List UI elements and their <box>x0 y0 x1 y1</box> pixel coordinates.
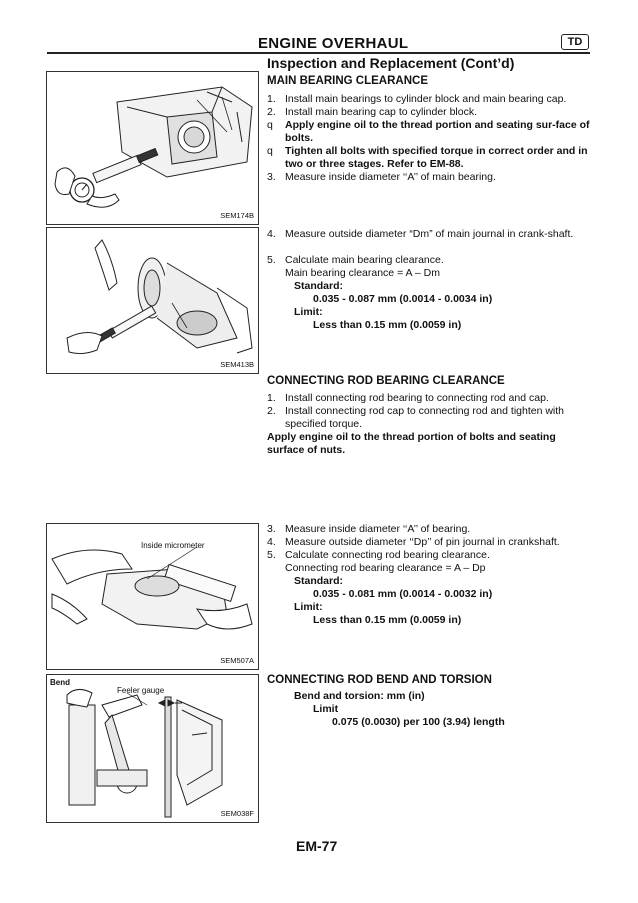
bend-limit-label: Limit <box>313 703 339 715</box>
figure-code: SEM507A <box>220 656 254 665</box>
limit-label: Limit: <box>294 601 323 613</box>
bend-torsion-units: Bend and torsion: mm (in) <box>294 690 425 702</box>
main-bearing-steps: 1. Install main bearings to cylinder block and main bearing cap. 2. Install main bearing cap to cylinder block. q Apply engine oil to the thread portion and seating sur-face of bolts. q Tighten all bolts with specified torque in correct order and in two or three stages. Refer to EM-88. 3. Measure inside diameter ‘‘A’’ of main bearing. <box>267 93 590 183</box>
header-divider <box>47 52 590 54</box>
section-title: Inspection and Replacement (Cont’d) <box>267 55 515 71</box>
con-rod-bearing-steps: 1. Install connecting rod bearing to connecting rod and cap. 2. Install connecting rod cap to connecting rod and tighten with specified torque. Apply engine oil to the thread portion of bolts and seating surface of nuts. <box>267 392 592 462</box>
figure-crankshaft-journal <box>46 227 259 374</box>
formula: Main bearing clearance = A – Dm <box>285 267 440 279</box>
standard-value: 0.035 - 0.087 mm (0.0014 - 0.0034 in) <box>313 293 493 305</box>
standard-value: 0.035 - 0.081 mm (0.0014 - 0.0032 in) <box>313 588 493 600</box>
figure-code: SEM174B <box>220 211 254 220</box>
figure-code: SEM038F <box>220 809 254 818</box>
figure-main-bearing-measure <box>46 71 259 225</box>
feeler-gauge-illustration <box>47 675 258 822</box>
oil-note: Apply engine oil to the thread portion of bolts and seating surface of nuts. <box>267 431 556 456</box>
limit-value: Less than 0.15 mm (0.0059 in) <box>313 614 462 626</box>
page-number: EM-77 <box>296 838 338 854</box>
standard-label: Standard: <box>294 575 344 587</box>
feeler-gauge-label: Feeler gauge <box>117 686 165 695</box>
con-rod-bearing-heading: CONNECTING ROD BEARING CLEARANCE <box>267 375 505 387</box>
con-rod-bearing-calc: 3. Measure inside diameter ‘‘A’’ of bearing. 4. Measure outside diameter ‘‘Dp’’ of pin journal in crankshaft. 5. Calculate connecting rod bearing clearance. Connecting rod bearing clearance = A – Dp Standard: 0.035 - 0.081 mm (0.0014 - 0.0032 in) Limit: Less than 0.15 mm (0.0059 in) <box>267 523 560 626</box>
page-header-title: ENGINE OVERHAUL <box>258 35 409 52</box>
dial-gauge-illustration <box>47 72 258 224</box>
figure-bend-torsion <box>46 674 259 823</box>
figure-inside-micrometer <box>46 523 259 670</box>
main-bearing-heading: MAIN BEARING CLEARANCE <box>267 75 428 87</box>
con-rod-bend-heading: CONNECTING ROD BEND AND TORSION <box>267 674 492 686</box>
bend-label: Bend <box>50 678 70 687</box>
limit-value: Less than 0.15 mm (0.0059 in) <box>313 319 462 331</box>
figure-code: SEM413B <box>220 360 254 369</box>
formula: Connecting rod bearing clearance = A – Dp <box>285 562 486 574</box>
main-bearing-calc: 4. Measure outside diameter “Dm” of main journal in crank-shaft. 5. Calculate main bearing clearance. Main bearing clearance = A – Dm Standard: 0.035 - 0.087 mm (0.0014 - 0.0034 in) Limit: Less than 0.15 mm (0.0059 in) <box>267 228 574 331</box>
inside-micrometer-label: Inside micrometer <box>141 541 205 550</box>
engine-type-badge: TD <box>561 34 589 50</box>
crankshaft-micrometer-illustration <box>47 228 258 373</box>
standard-label: Standard: <box>294 280 344 292</box>
bend-limit-value: 0.075 (0.0030) per 100 (3.94) length <box>332 716 505 728</box>
limit-label: Limit: <box>294 306 323 318</box>
